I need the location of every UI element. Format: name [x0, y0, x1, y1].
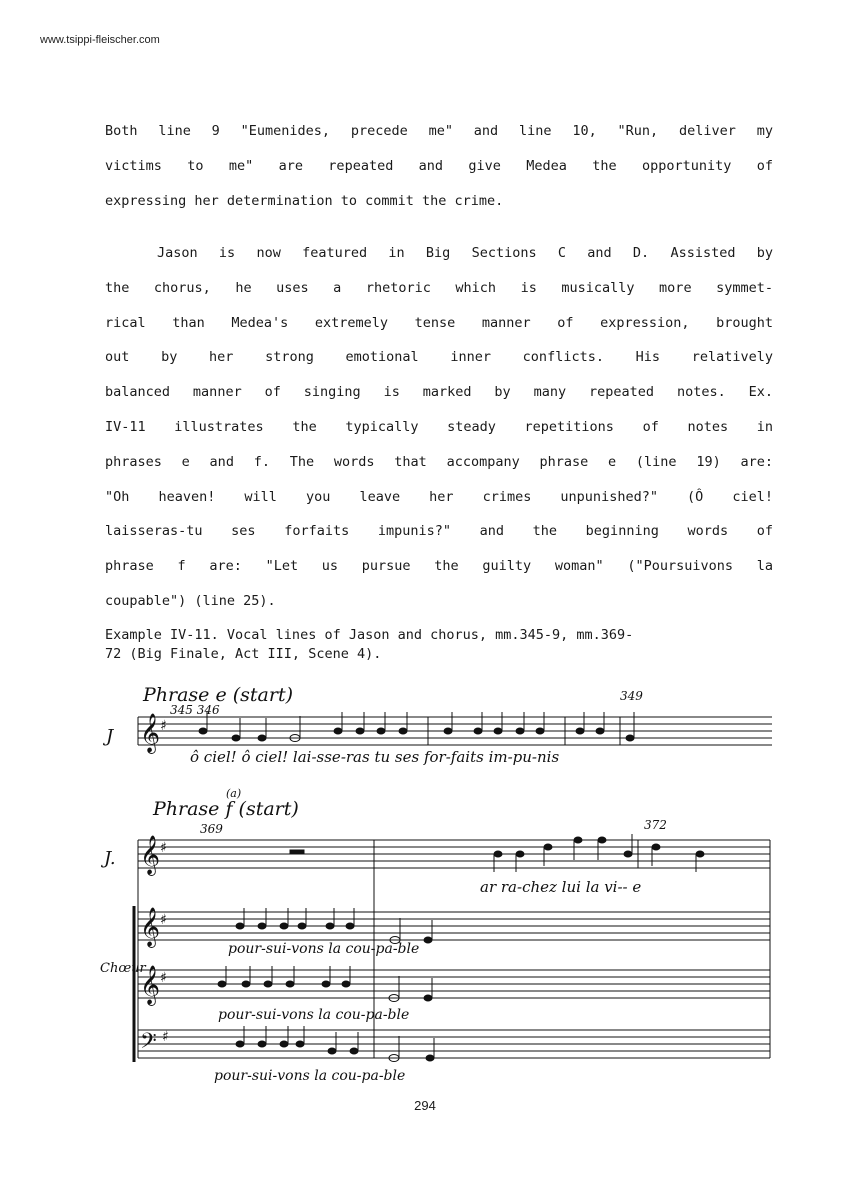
lyrics-choir-3: pour-sui-vons la cou-pa-ble	[214, 1068, 406, 1084]
note	[399, 728, 407, 734]
measure-number-end: 349	[620, 689, 643, 703]
lyrics-system-1: ô ciel! ô ciel! lai-sse-ras tu ses for-faits im-pu-nis	[190, 748, 560, 766]
note	[516, 851, 524, 857]
clefs	[140, 713, 169, 1059]
treble-clef: 𝄞	[140, 835, 161, 875]
lyrics-choir-2: pour-sui-vons la cou-pa-ble	[218, 1007, 410, 1023]
note	[696, 851, 704, 857]
whole-rest	[290, 850, 304, 854]
phrase-e-label: Phrase e (start)	[143, 684, 294, 706]
note	[218, 981, 226, 987]
note	[242, 981, 250, 987]
bass-clef: 𝄢	[140, 1029, 157, 1059]
text-line: phrase f are: "Let us pursue the guilty woman" ("Poursuivons la	[105, 558, 773, 575]
note	[598, 837, 606, 843]
note	[232, 735, 240, 741]
note	[326, 923, 334, 929]
note	[342, 981, 350, 987]
text-line: balanced manner of singing is marked by many repeated notes. Ex.	[105, 384, 773, 401]
caption-line: 72 (Big Finale, Act III, Scene 4).	[105, 646, 382, 662]
sharp-icon: ♯	[160, 718, 167, 734]
note	[199, 728, 207, 734]
lyrics-choir-1: pour-sui-vons la cou-pa-ble	[228, 941, 420, 957]
text-line: Both line 9 "Eumenides, precede me" and line 10, "Run, deliver my	[105, 123, 773, 139]
note	[298, 923, 306, 929]
text-line: "Oh heaven! will you leave her crimes unpunished?" (Ô ciel!	[105, 488, 773, 505]
note	[494, 728, 502, 734]
note	[426, 1055, 434, 1061]
caption-line: Example IV-11. Vocal lines of Jason and chorus, mm.345-9, mm.369-	[105, 627, 634, 643]
measure-number-start: 369	[200, 822, 223, 836]
note	[258, 735, 266, 741]
note	[258, 1041, 266, 1047]
note	[236, 923, 244, 929]
note	[494, 851, 502, 857]
note	[280, 923, 288, 929]
note	[264, 981, 272, 987]
staff-label-jason: J	[106, 726, 114, 747]
note	[516, 728, 524, 734]
note	[544, 844, 552, 850]
note	[296, 1041, 304, 1047]
text-line: IV-11 illustrates the typically steady repetitions of notes in	[105, 418, 773, 435]
text-line: the chorus, he uses a rhetoric which is musically more symmet-	[105, 279, 773, 296]
note	[286, 981, 294, 987]
note	[424, 995, 432, 1001]
text-line: coupable") (line 25).	[105, 592, 276, 609]
sharp-icon: ♯	[160, 912, 167, 928]
sharp-icon: ♯	[160, 970, 167, 986]
note	[322, 981, 330, 987]
notes-system-1	[199, 711, 634, 742]
note	[377, 728, 385, 734]
treble-clef: 𝄞	[140, 713, 161, 753]
note	[356, 728, 364, 734]
note	[474, 728, 482, 734]
note	[328, 1048, 336, 1054]
note	[576, 728, 584, 734]
phrase-f-label: Phrase f (start)	[153, 798, 299, 820]
text-line: out by her strong emotional inner conflicts. His relatively	[105, 349, 773, 366]
staff-label-jason: J.	[104, 848, 116, 869]
text-line: phrases e and f. The words that accompany phrase e (line 19) are:	[105, 453, 773, 470]
note	[424, 937, 432, 943]
text-line: expressing her determination to commit the crime.	[105, 192, 504, 209]
treble-clef: 𝄞	[140, 907, 161, 947]
website-url: www.tsippi-fleischer.com	[40, 34, 160, 46]
treble-clef: 𝄞	[140, 965, 161, 1005]
note	[626, 735, 634, 741]
note	[334, 728, 342, 734]
note	[652, 844, 660, 850]
note	[574, 837, 582, 843]
phrase-mark: (a)	[226, 787, 242, 800]
note	[280, 1041, 288, 1047]
text-line: Jason is now featured in Big Sections C and D. Assisted by	[157, 245, 773, 261]
note	[258, 923, 266, 929]
note	[236, 1041, 244, 1047]
text-line: laisseras-tu ses forfaits impunis?" and the beginning words of	[105, 523, 773, 540]
choir-label: Chœur	[100, 961, 146, 976]
note	[624, 851, 632, 857]
note	[596, 728, 604, 734]
lyrics-jason: ar ra-chez lui la vi-- e	[480, 878, 642, 896]
text-line: victims to me" are repeated and give Medea the opportunity of	[105, 157, 773, 174]
note	[536, 728, 544, 734]
page-number: 294	[414, 1098, 436, 1113]
note	[350, 1048, 358, 1054]
sharp-icon: ♯	[160, 840, 167, 856]
measure-number-end: 372	[644, 818, 667, 832]
note	[444, 728, 452, 734]
text-line: rical than Medea's extremely tense manner of expression, brought	[105, 314, 773, 331]
measure-number-start: 345 346	[170, 703, 220, 717]
note	[346, 923, 354, 929]
sharp-icon: ♯	[162, 1029, 169, 1045]
